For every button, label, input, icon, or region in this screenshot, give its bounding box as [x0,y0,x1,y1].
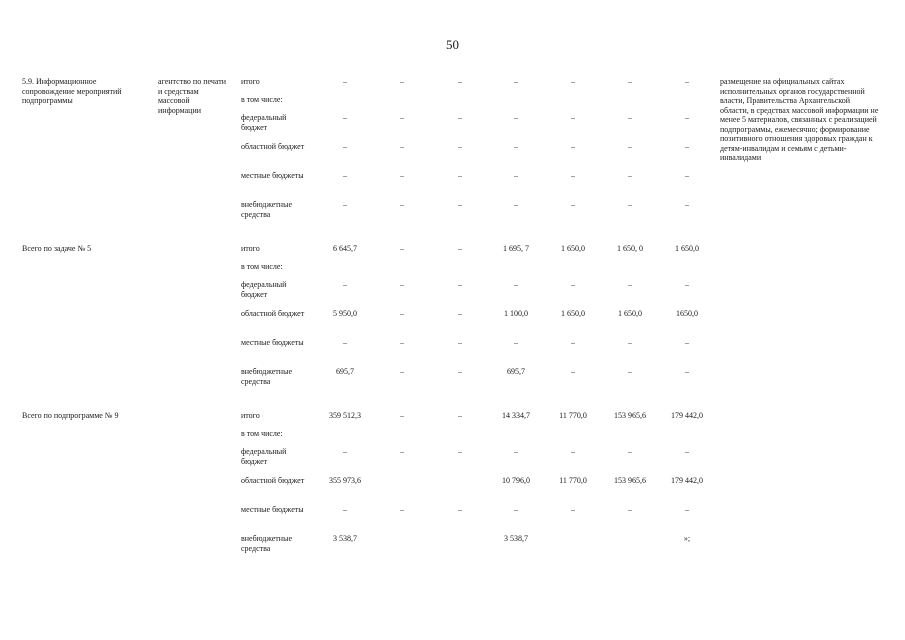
cell-value: – [514,200,518,209]
row-label: федеральный бюджет [241,447,287,466]
cell-value: – [343,171,347,180]
cell-value: – [514,171,518,180]
cell-value: – [514,142,518,151]
row-label: областной бюджет [241,309,305,318]
cell-value: – [685,367,689,376]
cell-value: – [343,447,347,456]
cell-value: – [400,200,404,209]
cell-value: – [400,338,404,347]
cell-value: 1 100,0 [504,309,528,318]
cell-value: – [400,113,404,122]
page-number: 50 [446,37,459,52]
cell-value: – [400,171,404,180]
cell-value: – [343,113,347,122]
row-label: внебюджетные средства [241,534,292,553]
cell-value: – [458,367,462,376]
cell-value: – [400,142,404,151]
cell-value: 5 950,0 [333,309,357,318]
cell-value: – [628,505,632,514]
cell-value: – [514,77,518,86]
cell-value: – [458,244,462,253]
cell-value: 3 538,7 [333,534,357,543]
executor-name: агентство по печати и средствам массовой информации [158,77,226,115]
row-label: местные бюджеты [241,171,304,180]
cell-value: – [628,367,632,376]
cell-value: – [571,447,575,456]
result-note: размещение на официальных сайтах исполнительных органов государственной власти, Правительства Архангельской области, в средствах массовой информации не менее 5 материалов, связанных с реализацией подпрограммы, ежемесячно; формирование позитивного отношения здоровых граждан к детям-инвалидам и семьям с детьми-инвалидами [720,77,879,162]
cell-value: – [628,338,632,347]
cell-value: 10 796,0 [502,476,530,485]
cell-value: – [571,280,575,289]
cell-value: 11 770,0 [559,476,587,485]
cell-value: 179 442,0 [671,411,703,420]
cell-value: – [685,171,689,180]
cell-value: 359 512,3 [329,411,361,420]
cell-value: 695,7 [507,367,525,376]
cell-value: – [685,447,689,456]
cell-value: 1 650,0 [618,309,642,318]
cell-value: 1 650, 0 [617,244,643,253]
cell-value: – [628,200,632,209]
cell-value: 1650,0 [676,309,698,318]
cell-value: – [685,200,689,209]
cell-value: – [514,113,518,122]
row-label: итого [241,244,260,253]
cell-value: – [400,280,404,289]
cell-value: – [571,142,575,151]
cell-value: – [400,309,404,318]
cell-value: – [628,447,632,456]
cell-value: – [458,447,462,456]
cell-value: – [343,338,347,347]
cell-value: – [685,142,689,151]
cell-value: – [685,505,689,514]
cell-value: – [458,171,462,180]
cell-value: – [685,113,689,122]
cell-value: 14 334,7 [502,411,530,420]
row-label: итого [241,77,260,86]
row-label: в том числе: [241,262,283,271]
cell-value: – [343,77,347,86]
cell-value: – [571,171,575,180]
row-label: в том числе: [241,429,283,438]
cell-value: – [458,200,462,209]
cell-value: – [400,411,404,420]
cell-value: – [571,367,575,376]
row-label: федеральный бюджет [241,113,287,132]
cell-value: – [628,113,632,122]
section-name: 5.9. Информационное сопровождение мероприятий подпрограммы [22,77,122,105]
cell-value: – [628,171,632,180]
cell-value: – [458,142,462,151]
cell-value: 1 695, 7 [503,244,529,253]
cell-value: – [343,142,347,151]
cell-value: – [628,77,632,86]
cell-value: 3 538,7 [504,534,528,543]
row-label: внебюджетные средства [241,367,292,386]
cell-value: – [458,338,462,347]
cell-value: 11 770,0 [559,411,587,420]
cell-value: – [458,113,462,122]
cell-value: – [628,142,632,151]
cell-value: »; [683,534,691,543]
cell-value: – [514,338,518,347]
cell-value: – [514,280,518,289]
cell-value: – [400,447,404,456]
cell-value: 355 973,6 [329,476,361,485]
cell-value: – [571,77,575,86]
row-label: итого [241,411,260,420]
cell-value: 1 650,0 [675,244,699,253]
cell-value: – [343,280,347,289]
cell-value: – [343,505,347,514]
cell-value: – [571,505,575,514]
cell-value: 1 650,0 [561,309,585,318]
cell-value: – [458,411,462,420]
cell-value: 695,7 [336,367,354,376]
cell-value: – [343,200,347,209]
cell-value: – [400,244,404,253]
row-label: местные бюджеты [241,338,304,347]
row-label: областной бюджет [241,142,305,151]
row-label: в том числе: [241,95,283,104]
cell-value: – [400,77,404,86]
section-name: Всего по задаче № 5 [22,244,92,253]
cell-value: – [400,505,404,514]
cell-value: – [458,77,462,86]
cell-value: – [571,113,575,122]
row-label: областной бюджет [241,476,305,485]
cell-value: – [458,505,462,514]
cell-value: 153 965,6 [614,411,646,420]
cell-value: – [458,309,462,318]
cell-value: – [571,338,575,347]
cell-value: – [458,280,462,289]
cell-value: – [400,367,404,376]
cell-value: 153 965,6 [614,476,646,485]
section-name: Всего по подпрограмме № 9 [22,411,119,420]
cell-value: 179 442,0 [671,476,703,485]
cell-value: – [685,280,689,289]
cell-value: 1 650,0 [561,244,585,253]
cell-value: – [514,447,518,456]
cell-value: – [685,338,689,347]
cell-value: – [628,280,632,289]
cell-value: – [685,77,689,86]
row-label: внебюджетные средства [241,200,292,219]
row-label: местные бюджеты [241,505,304,514]
cell-value: – [514,505,518,514]
cell-value: 6 645,7 [333,244,357,253]
cell-value: – [571,200,575,209]
row-label: федеральный бюджет [241,280,287,299]
